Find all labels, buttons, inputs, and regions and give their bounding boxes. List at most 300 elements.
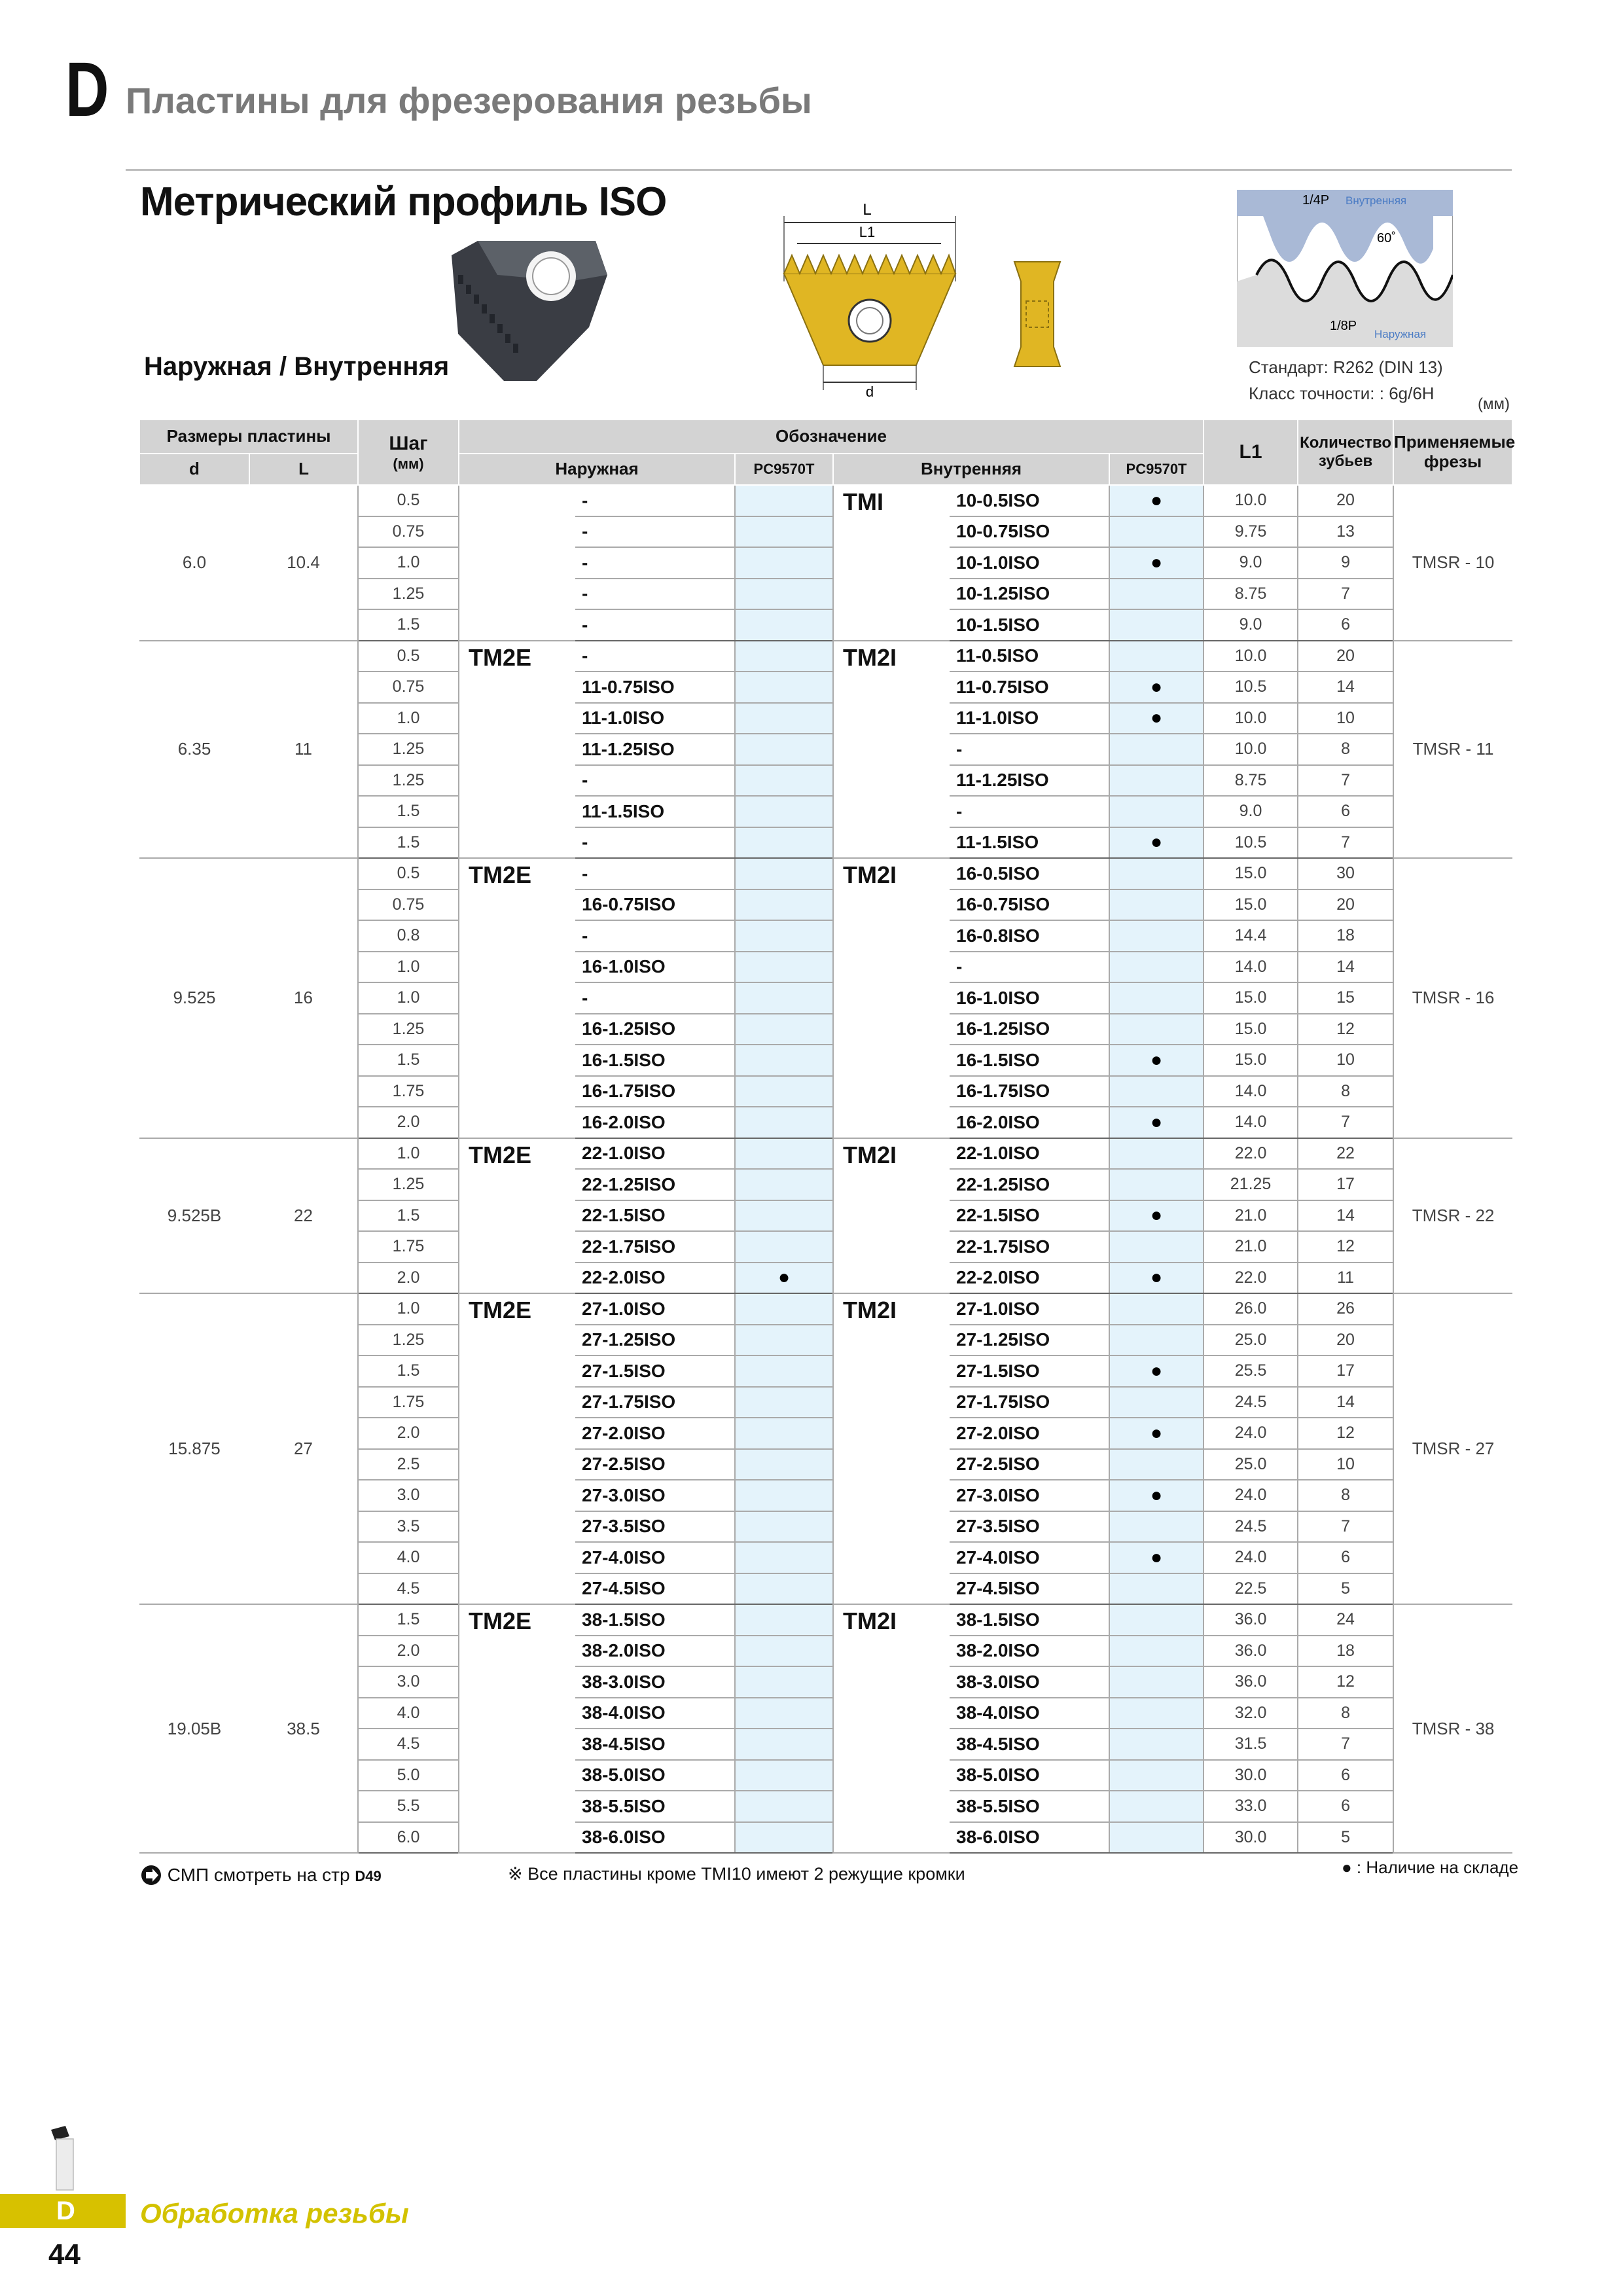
teeth-cell: 14 [1298,1200,1393,1232]
internal-stock-cell [1109,734,1204,765]
external-code-cell: - [575,765,735,797]
l1-cell: 24.0 [1204,1480,1298,1511]
pitch-cell: 3.0 [358,1480,459,1511]
external-stock-cell [735,1325,833,1356]
external-stock-cell [735,796,833,827]
external-code-cell: 38-6.0ISO [575,1822,735,1854]
internal-code-cell: 27-1.25ISO [950,1325,1109,1356]
teeth-cell: 5 [1298,1573,1393,1605]
header-L: L [249,454,358,485]
internal-stock-cell [1109,1791,1204,1822]
external-code-cell: - [575,982,735,1014]
external-code-cell: 22-1.75ISO [575,1231,735,1263]
page-heading: Пластины для фрезерования резьбы [126,80,812,121]
table-row [139,1138,1512,1170]
l1-cell: 32.0 [1204,1698,1298,1729]
teeth-cell: 17 [1298,1355,1393,1387]
external-code-cell: 38-5.5ISO [575,1791,735,1822]
teeth-cell: 20 [1298,889,1393,921]
page-number: 44 [48,2238,80,2270]
pitch-cell: 1.75 [358,1387,459,1418]
external-stock-cell [735,516,833,548]
profile-angle-label: 60˚ [1377,231,1396,245]
pitch-cell: 1.0 [358,952,459,983]
external-stock-cell [735,982,833,1014]
pitch-cell: 1.5 [358,796,459,827]
teeth-cell: 15 [1298,982,1393,1014]
internal-code-cell: 22-1.0ISO [950,1138,1109,1170]
external-stock-cell [735,703,833,734]
internal-stock-cell: ● [1109,1480,1204,1511]
external-stock-cell [735,1387,833,1418]
internal-stock-cell [1109,796,1204,827]
l1-cell: 15.0 [1204,889,1298,921]
external-code-cell: - [575,516,735,548]
external-stock-cell [735,858,833,889]
l1-cell: 36.0 [1204,1636,1298,1667]
internal-stock-cell [1109,1076,1204,1107]
pitch-cell: 0.75 [358,889,459,921]
profile-external-label: Наружная [1374,328,1427,340]
internal-stock-cell [1109,1387,1204,1418]
internal-stock-cell: ● [1109,1355,1204,1387]
external-code-cell: 27-1.75ISO [575,1387,735,1418]
external-stock-cell [735,1355,833,1387]
teeth-cell: 7 [1298,1729,1393,1760]
internal-code-cell: 22-2.0ISO [950,1263,1109,1294]
l1-cell: 24.0 [1204,1542,1298,1573]
internal-code-cell: - [950,734,1109,765]
external-code-cell: 11-1.5ISO [575,796,735,827]
external-code-cell: 27-1.25ISO [575,1325,735,1356]
cutter-cell: TMSR - 16 [1393,858,1512,1138]
external-code-cell: - [575,858,735,889]
teeth-cell: 7 [1298,579,1393,610]
internal-stock-cell [1109,1698,1204,1729]
pitch-cell: 3.0 [358,1666,459,1698]
internal-stock-cell [1109,1636,1204,1667]
internal-code-cell: 16-0.75ISO [950,889,1109,921]
insert-dimension-drawing [766,196,969,399]
internal-stock-cell [1109,516,1204,548]
table-row [139,485,1512,516]
teeth-cell: 8 [1298,734,1393,765]
teeth-cell: 26 [1298,1293,1393,1325]
pitch-cell: 1.5 [358,1355,459,1387]
table-row [139,858,1512,889]
internal-series-cell: TM2I [833,641,950,859]
internal-stock-cell [1109,1760,1204,1791]
insert-L-cell: 22 [249,1138,358,1294]
external-code-cell: 27-2.5ISO [575,1449,735,1480]
internal-stock-cell [1109,1231,1204,1263]
header-l1: L1 [1204,420,1298,485]
external-stock-cell [735,547,833,579]
external-code-cell: 16-2.0ISO [575,1107,735,1138]
footer-ref-text: СМП смотреть на стр [167,1865,350,1885]
external-stock-cell [735,672,833,703]
insert-L-cell: 10.4 [249,485,358,641]
internal-code-cell: 11-1.25ISO [950,765,1109,797]
teeth-cell: 6 [1298,1542,1393,1573]
external-stock-cell [735,1169,833,1200]
internal-series-cell: TM2I [833,1293,950,1604]
stock-legend: ● : Наличие на складе [1342,1857,1519,1877]
footer-ref-page[interactable]: D49 [355,1868,382,1884]
teeth-cell: 6 [1298,1791,1393,1822]
external-stock-cell [735,1045,833,1076]
teeth-cell: 18 [1298,1636,1393,1667]
pitch-cell: 0.5 [358,858,459,889]
internal-code-cell: 27-2.5ISO [950,1449,1109,1480]
pitch-cell: 1.75 [358,1076,459,1107]
internal-stock-cell: ● [1109,547,1204,579]
teeth-cell: 10 [1298,1449,1393,1480]
teeth-cell: 17 [1298,1169,1393,1200]
internal-stock-cell [1109,920,1204,952]
pitch-cell: 1.25 [358,1169,459,1200]
external-stock-cell [735,1760,833,1791]
l1-cell: 30.0 [1204,1760,1298,1791]
pitch-cell: 2.0 [358,1636,459,1667]
teeth-cell: 20 [1298,641,1393,672]
external-stock-cell [735,1542,833,1573]
external-code-cell: 38-1.5ISO [575,1604,735,1636]
external-stock-cell [735,1418,833,1449]
internal-code-cell: 27-4.5ISO [950,1573,1109,1605]
l1-cell: 14.4 [1204,920,1298,952]
internal-stock-cell [1109,609,1204,641]
l1-cell: 36.0 [1204,1666,1298,1698]
external-stock-cell [735,1511,833,1543]
teeth-cell: 6 [1298,796,1393,827]
pitch-cell: 0.8 [358,920,459,952]
internal-code-cell: 11-0.5ISO [950,641,1109,672]
external-code-cell: - [575,609,735,641]
teeth-cell: 14 [1298,952,1393,983]
variant-label: Наружная / Внутренняя [144,352,450,381]
internal-stock-cell [1109,1511,1204,1543]
external-code-cell: 38-3.0ISO [575,1666,735,1698]
dim-d-label: d [865,384,874,399]
external-code-cell: - [575,920,735,952]
internal-stock-cell: ● [1109,485,1204,516]
external-code-cell: - [575,547,735,579]
pitch-cell: 1.0 [358,982,459,1014]
external-code-cell: 16-0.75ISO [575,889,735,921]
external-stock-cell [735,1014,833,1045]
external-code-cell: 27-4.5ISO [575,1573,735,1605]
cutter-cell: TMSR - 22 [1393,1138,1512,1294]
heading-rule [126,169,1512,171]
l1-cell: 8.75 [1204,579,1298,610]
internal-code-cell: 10-1.5ISO [950,609,1109,641]
insert-d-cell: 9.525 [139,858,249,1138]
l1-cell: 22.0 [1204,1263,1298,1294]
external-stock-cell [735,579,833,610]
pitch-cell: 0.75 [358,672,459,703]
l1-cell: 36.0 [1204,1604,1298,1636]
teeth-cell: 12 [1298,1418,1393,1449]
pitch-cell: 1.5 [358,1200,459,1232]
pitch-cell: 0.5 [358,485,459,516]
internal-stock-cell [1109,579,1204,610]
internal-code-cell: 10-1.0ISO [950,547,1109,579]
external-stock-cell [735,1293,833,1325]
internal-stock-cell [1109,952,1204,983]
external-stock-cell: ● [735,1263,833,1294]
header-designation: Обозначение [459,420,1204,454]
header-pitch-label: Шаг [389,433,428,455]
external-stock-cell [735,1138,833,1170]
insert-d-cell: 6.35 [139,641,249,859]
teeth-cell: 8 [1298,1480,1393,1511]
teeth-cell: 8 [1298,1076,1393,1107]
l1-cell: 30.0 [1204,1822,1298,1854]
header-grade-external: PC9570T [735,454,833,485]
insert-d-cell: 15.875 [139,1293,249,1604]
l1-cell: 14.0 [1204,1107,1298,1138]
external-series-cell: TM2E [459,1293,575,1604]
teeth-cell: 11 [1298,1263,1393,1294]
header-pitch [358,420,459,485]
internal-series-cell: TM2I [833,1138,950,1294]
l1-cell: 10.5 [1204,672,1298,703]
external-stock-cell [735,1573,833,1605]
internal-stock-cell [1109,1822,1204,1854]
internal-code-cell: 38-4.5ISO [950,1729,1109,1760]
cutter-cell: TMSR - 38 [1393,1604,1512,1853]
internal-stock-cell: ● [1109,703,1204,734]
internal-code-cell: 16-1.75ISO [950,1076,1109,1107]
external-code-cell: - [575,827,735,859]
l1-cell: 25.0 [1204,1325,1298,1356]
pitch-cell: 1.25 [358,579,459,610]
l1-cell: 15.0 [1204,858,1298,889]
internal-stock-cell: ● [1109,1418,1204,1449]
insert-L-cell: 16 [249,858,358,1138]
l1-cell: 15.0 [1204,1014,1298,1045]
external-stock-cell [735,952,833,983]
internal-stock-cell: ● [1109,827,1204,859]
internal-stock-cell [1109,982,1204,1014]
external-series-cell: TM2E [459,1138,575,1294]
footer-reference [140,1864,382,1886]
l1-cell: 24.0 [1204,1418,1298,1449]
chapter-letter: D [56,2197,75,2225]
chapter-name: Обработка резьбы [140,2198,409,2229]
pitch-cell: 1.25 [358,1325,459,1356]
l1-cell: 9.0 [1204,547,1298,579]
pitch-cell: 2.0 [358,1107,459,1138]
profile-eighth-label: 1/8P [1330,319,1357,333]
pitch-cell: 1.5 [358,1604,459,1636]
pitch-cell: 1.5 [358,1045,459,1076]
internal-stock-cell [1109,1449,1204,1480]
teeth-cell: 12 [1298,1231,1393,1263]
l1-cell: 25.0 [1204,1449,1298,1480]
external-series-cell: TM2E [459,1604,575,1853]
internal-stock-cell [1109,1573,1204,1605]
external-code-cell: 38-2.0ISO [575,1636,735,1667]
insert-d-cell: 19.05B [139,1604,249,1853]
table-row [139,1293,1512,1325]
header-internal: Внутренняя [833,454,1109,485]
external-code-cell: 38-4.5ISO [575,1729,735,1760]
pitch-cell: 0.75 [358,516,459,548]
l1-cell: 33.0 [1204,1791,1298,1822]
internal-stock-cell [1109,1325,1204,1356]
teeth-cell: 7 [1298,1511,1393,1543]
internal-code-cell: 22-1.75ISO [950,1231,1109,1263]
thread-mill-tool-icon [43,2126,82,2191]
pitch-cell: 5.5 [358,1791,459,1822]
table-row [139,1604,1512,1636]
unit-label: (мм) [1478,395,1510,413]
pitch-cell: 5.0 [358,1760,459,1791]
header-external: Наружная [459,454,735,485]
section-letter: D [65,46,109,133]
l1-cell: 15.0 [1204,1045,1298,1076]
l1-cell: 21.0 [1204,1200,1298,1232]
insert-photo-image [438,236,615,386]
teeth-cell: 5 [1298,1822,1393,1854]
external-stock-cell [735,920,833,952]
internal-series-cell: TM2I [833,858,950,1138]
l1-cell: 9.0 [1204,609,1298,641]
external-code-cell: 27-2.0ISO [575,1418,735,1449]
l1-cell: 9.75 [1204,516,1298,548]
internal-code-cell: 11-0.75ISO [950,672,1109,703]
external-stock-cell [735,609,833,641]
insert-d-cell: 9.525B [139,1138,249,1294]
header-insert-size: Размеры пластины [139,420,358,454]
spec-standard: Стандарт: R262 (DIN 13) [1249,357,1443,377]
internal-code-cell: 10-1.25ISO [950,579,1109,610]
teeth-cell: 7 [1298,765,1393,797]
external-stock-cell [735,1729,833,1760]
internal-code-cell: 27-1.75ISO [950,1387,1109,1418]
internal-code-cell: 16-0.5ISO [950,858,1109,889]
internal-code-cell: 16-1.0ISO [950,982,1109,1014]
pitch-cell: 6.0 [358,1822,459,1854]
l1-cell: 10.0 [1204,485,1298,516]
internal-stock-cell [1109,889,1204,921]
internal-code-cell: 38-2.0ISO [950,1636,1109,1667]
internal-stock-cell: ● [1109,1200,1204,1232]
external-stock-cell [735,1791,833,1822]
external-stock-cell [735,765,833,797]
external-code-cell: 16-1.25ISO [575,1014,735,1045]
pitch-cell: 1.0 [358,703,459,734]
cutter-cell: TMSR - 10 [1393,485,1512,641]
external-stock-cell [735,1822,833,1854]
pitch-cell: 0.5 [358,641,459,672]
cutter-cell: TMSR - 11 [1393,641,1512,859]
pitch-cell: 1.0 [358,547,459,579]
header-teeth: Количество зубьев [1298,420,1393,485]
teeth-cell: 7 [1298,827,1393,859]
external-stock-cell [735,1666,833,1698]
teeth-cell: 7 [1298,1107,1393,1138]
l1-cell: 22.0 [1204,1138,1298,1170]
internal-code-cell: 22-1.5ISO [950,1200,1109,1232]
internal-code-cell: 11-1.5ISO [950,827,1109,859]
external-code-cell: 11-1.25ISO [575,734,735,765]
internal-stock-cell: ● [1109,672,1204,703]
external-stock-cell [735,827,833,859]
internal-code-cell: 38-6.0ISO [950,1822,1109,1854]
dim-L-label: L [863,201,872,219]
internal-stock-cell [1109,1014,1204,1045]
l1-cell: 22.5 [1204,1573,1298,1605]
l1-cell: 9.0 [1204,796,1298,827]
pitch-cell: 1.5 [358,609,459,641]
l1-cell: 31.5 [1204,1729,1298,1760]
teeth-cell: 24 [1298,1604,1393,1636]
external-stock-cell [735,1698,833,1729]
insert-spec-table [139,419,1516,1854]
profile-internal-label: Внутренняя [1346,194,1407,207]
pitch-cell: 4.5 [358,1729,459,1760]
l1-cell: 10.0 [1204,734,1298,765]
pitch-cell: 4.0 [358,1698,459,1729]
internal-code-cell: 27-1.0ISO [950,1293,1109,1325]
internal-code-cell: 27-4.0ISO [950,1542,1109,1573]
header-cutter: Применяемые фрезы [1393,420,1512,485]
internal-code-cell: 16-0.8ISO [950,920,1109,952]
l1-cell: 14.0 [1204,952,1298,983]
external-code-cell: 11-0.75ISO [575,672,735,703]
header-d: d [139,454,249,485]
insert-side-view [1008,255,1067,373]
profile-quarter-label: 1/4P [1302,193,1330,207]
internal-code-cell: 11-1.0ISO [950,703,1109,734]
spec-tolerance-class: Класс точности: : 6g/6H [1249,384,1435,403]
external-code-cell: 38-4.0ISO [575,1698,735,1729]
external-code-cell: 27-3.0ISO [575,1480,735,1511]
teeth-cell: 10 [1298,703,1393,734]
dim-L1-label: L1 [859,224,876,240]
internal-stock-cell [1109,1666,1204,1698]
l1-cell: 24.5 [1204,1387,1298,1418]
external-stock-cell [735,734,833,765]
internal-code-cell: - [950,796,1109,827]
arrow-right-icon [140,1864,162,1886]
l1-cell: 14.0 [1204,1076,1298,1107]
teeth-cell: 14 [1298,672,1393,703]
l1-cell: 10.0 [1204,703,1298,734]
external-code-cell: 22-1.5ISO [575,1200,735,1232]
internal-code-cell: 16-1.25ISO [950,1014,1109,1045]
external-series-cell: TM2E [459,858,575,1138]
pitch-cell: 4.0 [358,1542,459,1573]
l1-cell: 25.5 [1204,1355,1298,1387]
external-code-cell: - [575,579,735,610]
internal-stock-cell [1109,1604,1204,1636]
external-stock-cell [735,1107,833,1138]
footer-note: ※ Все пластины кроме TMI10 имеют 2 режущие кромки [508,1864,965,1884]
internal-code-cell: 38-1.5ISO [950,1604,1109,1636]
pitch-cell: 2.0 [358,1263,459,1294]
teeth-cell: 9 [1298,547,1393,579]
pitch-cell: 1.75 [358,1231,459,1263]
l1-cell: 10.5 [1204,827,1298,859]
external-code-cell: 27-1.5ISO [575,1355,735,1387]
external-code-cell: 22-1.0ISO [575,1138,735,1170]
l1-cell: 21.25 [1204,1169,1298,1200]
external-code-cell: 16-1.5ISO [575,1045,735,1076]
